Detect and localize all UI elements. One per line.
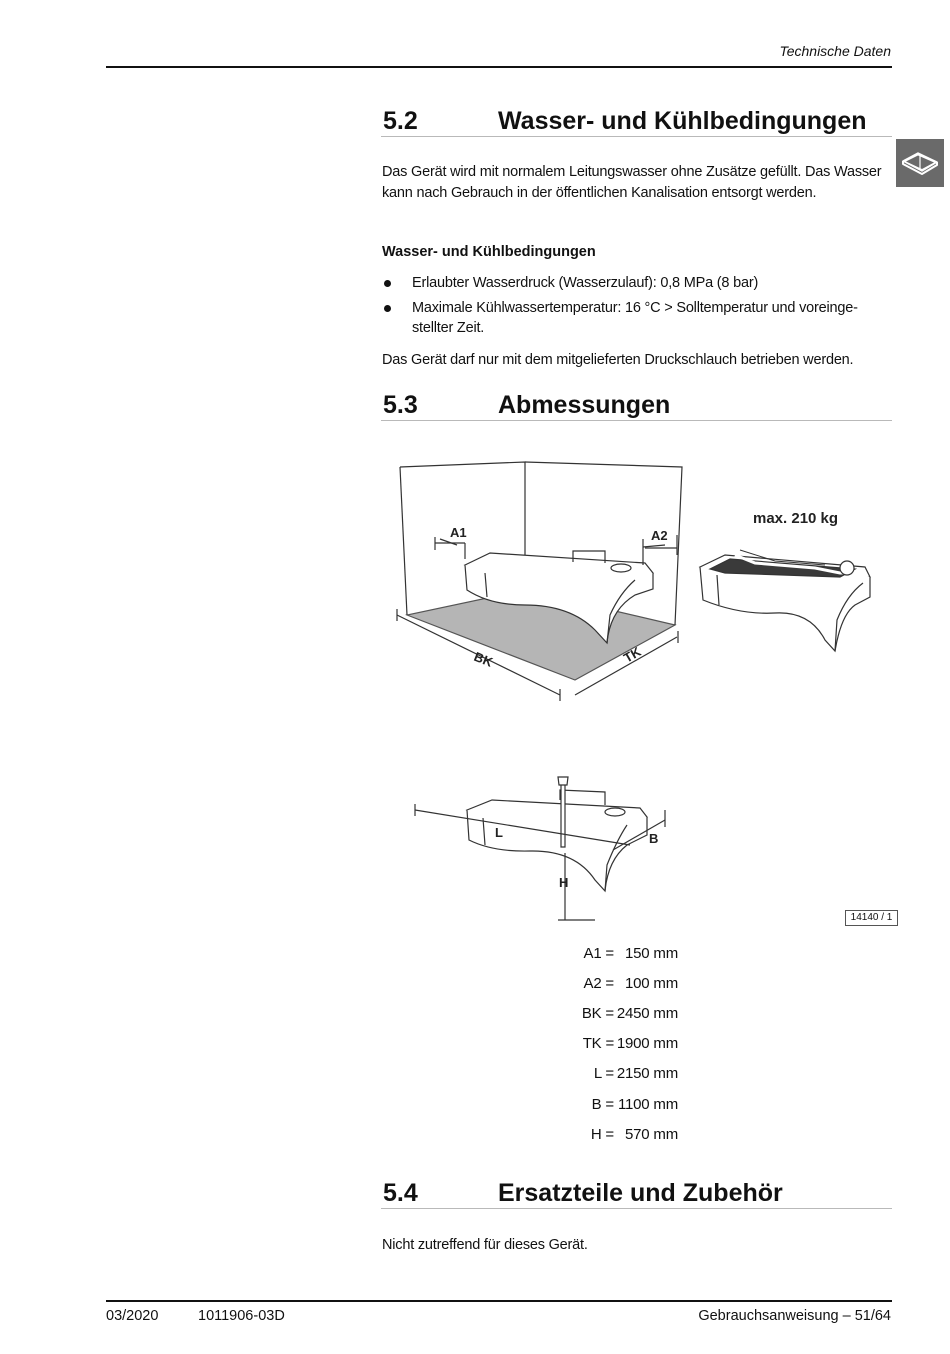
header-rule [106, 66, 892, 68]
label-tk: TK [621, 643, 644, 666]
table-row [560, 1029, 678, 1059]
section-heading-5-3 [381, 388, 892, 421]
dimension-key: H = [590, 1125, 614, 1143]
section-title: Abmessungen [498, 391, 671, 419]
section-heading-5-4 [381, 1176, 892, 1209]
bed-dimensions-illustration [415, 777, 665, 920]
footer-rule [106, 1300, 892, 1302]
dimension-key: BK = [581, 1004, 614, 1022]
dimension-key: TK = [582, 1035, 614, 1053]
dimensions-table [560, 938, 678, 1149]
table-row [560, 1089, 678, 1119]
table-row [560, 1059, 678, 1089]
section-number: 5.4 [383, 1179, 418, 1207]
footer-doc-number: 1011906-03D [198, 1308, 285, 1324]
running-title: Technische Daten [779, 43, 891, 59]
dimension-value: 1100 mm [617, 1095, 678, 1113]
patient-illustration [700, 550, 870, 651]
table-row [560, 998, 678, 1028]
section-number: 5.2 [383, 107, 418, 135]
dimension-key: A1 = [583, 944, 614, 962]
dimension-key: L = [593, 1065, 614, 1083]
not-applicable-paragraph: Nicht zutreffend für dieses Gerät. [382, 1237, 588, 1253]
section-title: Ersatzteile und Zubehör [498, 1179, 783, 1207]
dimension-value: 100 mm [625, 974, 678, 992]
dimension-value: 1900 mm [616, 1035, 678, 1053]
sub-heading: Wasser- und Kühlbedingungen [382, 244, 596, 260]
label-a1: A1 [450, 525, 467, 540]
label-bk: BK [471, 648, 495, 670]
list-item: Maximale Kühlwassertemperatur: 16 °C > Solltemperatur und voreingestellter Zeit. [382, 298, 882, 339]
dimension-value: 2450 mm [616, 1004, 678, 1022]
chapter-tab [896, 139, 944, 187]
dimension-value: 150 mm [625, 944, 678, 962]
label-h: H [559, 875, 569, 890]
dimensions-figure [395, 455, 875, 925]
label-max-load: max. 210 kg [753, 510, 839, 527]
dimension-key: A2 = [583, 974, 614, 992]
room-illustration [397, 462, 682, 701]
section-heading-5-2 [381, 104, 892, 137]
section-title: Wasser- und Kühlbedingungen [498, 107, 867, 135]
label-l: L [495, 825, 503, 840]
figure-code: 14140 / 1 [845, 910, 898, 926]
table-row [560, 938, 678, 968]
label-a2: A2 [651, 528, 668, 543]
dimension-value: 570 mm [625, 1125, 678, 1143]
dimension-key: B = [591, 1095, 614, 1113]
hose-note-paragraph: Das Gerät darf nur mit dem mitgelieferten Druckschlauch betrieben werden. [382, 352, 854, 368]
water-intro-paragraph: Das Gerät wird mit normalem Leitungswasser ohne Zusätze gefüllt. Das Wasser kann nach Gebrauch in der öffentlichen Kanalisation entsorgt werden. [382, 164, 882, 201]
list-item: Erlaubter Wasserdruck (Wasserzulauf): 0,8 MPa (8 bar) [382, 273, 882, 294]
book-icon [900, 149, 940, 177]
footer-page: Gebrauchsanweisung – 51/64 [698, 1308, 891, 1324]
section-number: 5.3 [383, 391, 418, 419]
label-b: B [649, 831, 659, 846]
table-row [560, 1119, 678, 1149]
dimension-value: 2150 mm [616, 1065, 678, 1083]
footer-date: 03/2020 [106, 1308, 159, 1324]
table-row [560, 968, 678, 998]
conditions-list [382, 273, 882, 343]
